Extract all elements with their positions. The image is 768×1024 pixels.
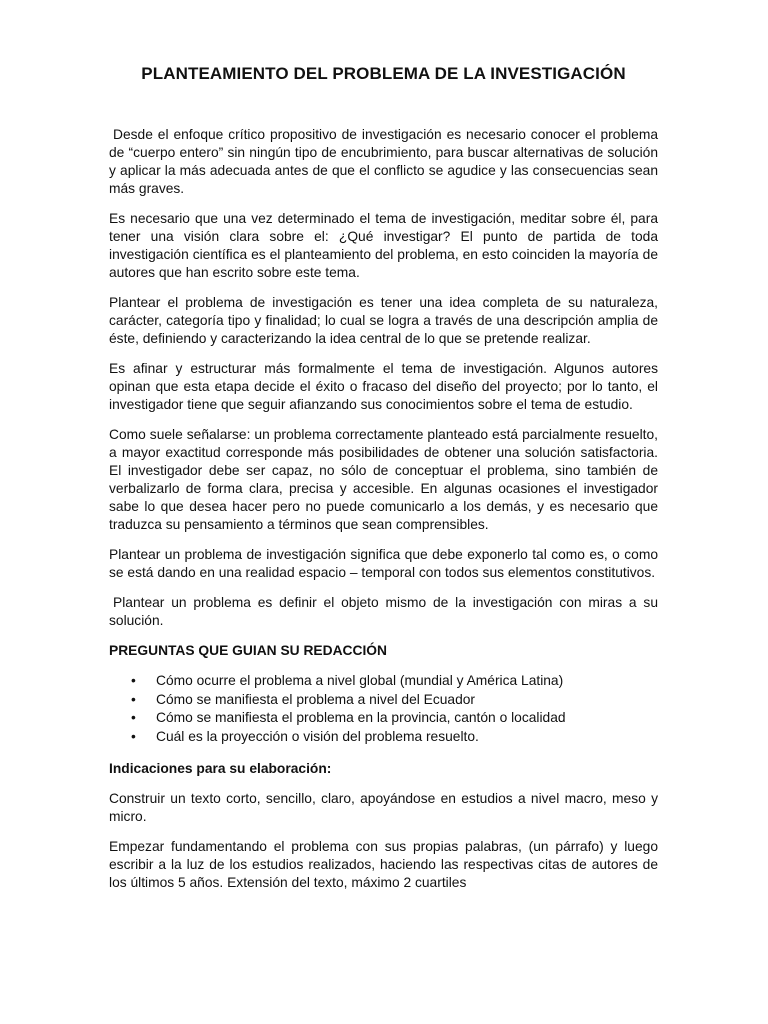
paragraph-intro-2: Es necesario que una vez determinado el tema de investigación, meditar sobre él, para tener una visión clara sobre el: ¿Qué investigar? El punto de partida de toda investigación científica es el planteamiento del problema, en esto coinciden la mayoría de autores que han escrito sobre este tema.	[109, 211, 658, 280]
paragraph-intro-6: Plantear un problema de investigación significa que debe exponerlo tal como es, o como se está dando en una realidad espacio – temporal con todos sus elementos constitutivos.	[109, 547, 658, 580]
questions-list	[109, 672, 658, 746]
paragraph-instructions-2: Empezar fundamentando el problema con sus propias palabras, (un párrafo) y luego escribir a la luz de los estudios realizados, haciendo las respectivas citas de autores de los últimos 5 años. Extensión del texto, máximo 2 cuartiles	[109, 839, 658, 890]
bullet-icon: •	[131, 728, 136, 744]
questions-heading: PREGUNTAS QUE GUIAN SU REDACCIÓN	[109, 643, 387, 658]
list-item-text: Cómo se manifiesta el problema en la provincia, cantón o localidad	[156, 710, 566, 725]
list-item-text: Cómo ocurre el problema a nivel global (mundial y América Latina)	[156, 673, 564, 688]
instructions-heading: Indicaciones para su elaboración:	[109, 761, 332, 776]
bullet-icon: •	[131, 673, 136, 688]
bullet-icon: •	[131, 691, 136, 707]
list-item	[109, 709, 658, 728]
page-title: PLANTEAMIENTO DEL PROBLEMA DE LA INVESTIGACIÓN	[141, 64, 626, 83]
list-item-text: Cuál es la proyección o visión del problema resuelto.	[156, 728, 479, 744]
paragraph-instructions-1: Construir un texto corto, sencillo, claro, apoyándose en estudios a nivel macro, meso y micro.	[109, 791, 658, 824]
paragraph-intro-4: Es afinar y estructurar más formalmente el tema de investigación. Algunos autores opinan que esta etapa decide el éxito o fracaso del diseño del proyecto; por lo tanto, el investigador tiene que seguir afianzando sus conocimientos sobre el tema de estudio.	[109, 361, 658, 412]
bullet-icon: •	[131, 710, 136, 725]
paragraph-intro-3: Plantear el problema de investigación es tener una idea completa de su naturaleza, carácter, categoría tipo y finalidad; lo cual se logra a través de una descripción amplia de éste, definiendo y caracterizando la idea central de lo que se pretende realizar.	[109, 295, 658, 346]
list-item	[109, 691, 658, 710]
list-item	[109, 728, 658, 747]
list-item-text: Cómo se manifiesta el problema a nivel del Ecuador	[156, 691, 476, 707]
paragraph-intro-7: Plantear un problema es definir el objeto mismo de la investigación con miras a su solución.	[109, 595, 658, 628]
paragraph-intro-5: Como suele señalarse: un problema correctamente planteado está parcialmente resuelto, a mayor exactitud corresponde más posibilidades de obtener una solución satisfactoria. El investigador debe ser capaz, no sólo de conceptuar el problema, sino también de verbalizarlo de forma clara, precisa y accesible. En algunas ocasiones el investigador sabe lo que desea hacer pero no puede comunicarlo a los demás, y es necesario que traduzca su pensamiento a términos que sean comprensibles.	[109, 427, 658, 532]
list-item	[109, 672, 658, 691]
paragraph-intro-1: Desde el enfoque crítico propositivo de investigación es necesario conocer el problema de “cuerpo entero” sin ningún tipo de encubrimiento, para buscar alternativas de solución y aplicar la más adecuada antes de que el conflicto se agudice y las consecuencias sean más graves.	[109, 127, 658, 196]
